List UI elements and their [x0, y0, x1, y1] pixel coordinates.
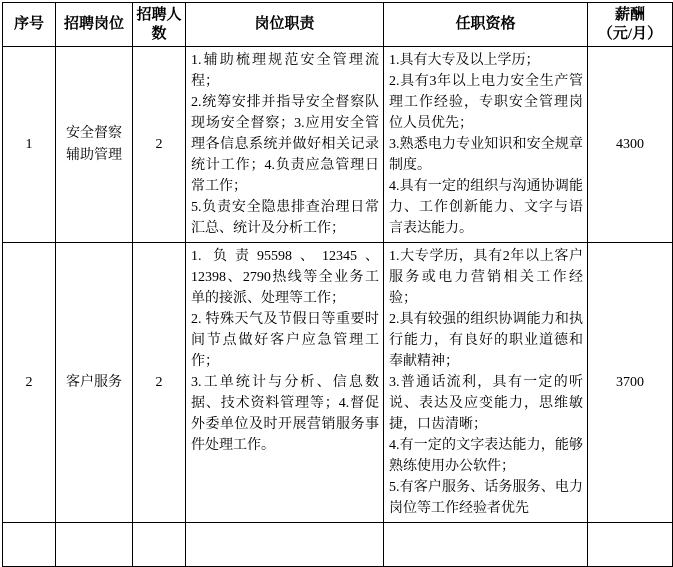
- row1-qualification-item: 3.熟悉电力专业知识和安全规章制度。: [389, 137, 583, 173]
- header-position: 招聘岗位: [56, 3, 133, 47]
- row2-duty-item: 1. 负责95598、12345、12398、2790热线等全业务工单的接派、处理等工作；: [191, 249, 379, 306]
- row2-headcount: 2: [133, 243, 186, 523]
- row2-duties: [186, 243, 384, 523]
- row2-duty-item: 2. 特殊天气及节假日等重要时间节点做好客户应急管理工作；: [191, 312, 379, 369]
- row1-duty-item: 2.统筹安排并指导安全督察队现场安全督察；3.应用安全管理各信息系统并做好相关记录统计工作；4.负责应急管理日常工作；: [191, 95, 379, 194]
- row1-qualification-item: 2.具有3年以上电力安全生产管理工作经验，专职安全管理岗位人员优先；: [389, 74, 583, 131]
- row1-duty-item: 5.负责安全隐患排查治理日常汇总、统计及分析工作；: [191, 200, 379, 236]
- row2-qualifications: [384, 243, 588, 523]
- row1-seq: 1: [3, 47, 56, 243]
- table-row-2: [3, 243, 673, 523]
- row2-qualification-item: 5.有客户服务、话务服务、电力岗位等工作经验者优先: [389, 480, 583, 516]
- row3-seq: [3, 523, 56, 567]
- header-salary-line2: （元/月）: [597, 25, 663, 42]
- row2-duty-item: 3.工单统计与分析、信息数据、技术资料管理等；4.督促外委单位及时开展营销服务事件处理工作。: [191, 375, 379, 453]
- row2-qualification-item: 2.具有较强的组织协调能力和执行能力，有良好的职业道德和奉献精神；: [389, 312, 583, 369]
- header-seq: 序号: [3, 3, 56, 47]
- row2-qualification-item: 1.大专学历，具有2年以上客户服务或电力营销相关工作经验；: [389, 249, 583, 306]
- row1-qualification-item: 1.具有大专及以上学历；: [389, 53, 540, 68]
- row1-qualification-item: 4.具有一定的组织与沟通协调能力、工作创新能力、文字与语言表达能力。: [389, 179, 583, 236]
- header-salary-line1: 薪酬: [614, 6, 645, 23]
- row3-position: [56, 523, 133, 567]
- row2-salary: 3700: [588, 243, 673, 523]
- table-row-partial: [3, 523, 673, 567]
- row2-seq: 2: [3, 243, 56, 523]
- row1-position: [56, 47, 133, 243]
- row1-salary: 4300: [588, 47, 673, 243]
- header-qualifications: 任职资格: [384, 3, 588, 47]
- row3-headcount: [133, 523, 186, 567]
- row1-duty-item: 1.辅助梳理规范安全管理流程；: [191, 53, 379, 89]
- row1-duties: [186, 47, 384, 243]
- row1-headcount: 2: [133, 47, 186, 243]
- row3-qualifications: [384, 523, 588, 567]
- table-header-row: [3, 3, 673, 47]
- table-row-1: [3, 47, 673, 243]
- row3-duties: [186, 523, 384, 567]
- row3-salary: [588, 523, 673, 567]
- row2-qualification-item: 4.有一定的文字表达能力，能够熟练使用办公软件；: [389, 438, 583, 474]
- header-headcount: 招聘人数: [133, 3, 186, 47]
- row1-position-text: 安全督察辅助管理: [66, 125, 122, 163]
- row1-qualifications: [384, 47, 588, 243]
- row2-position-text: 客户服务: [66, 374, 122, 390]
- row2-position: [56, 243, 133, 523]
- row2-qualification-item: 3.普通话流利，具有一定的听说、表达及应变能力，思维敏捷，口齿清晰；: [389, 375, 583, 432]
- header-duties: 岗位职责: [186, 3, 384, 47]
- header-salary: [588, 3, 673, 47]
- recruitment-table: [2, 2, 673, 567]
